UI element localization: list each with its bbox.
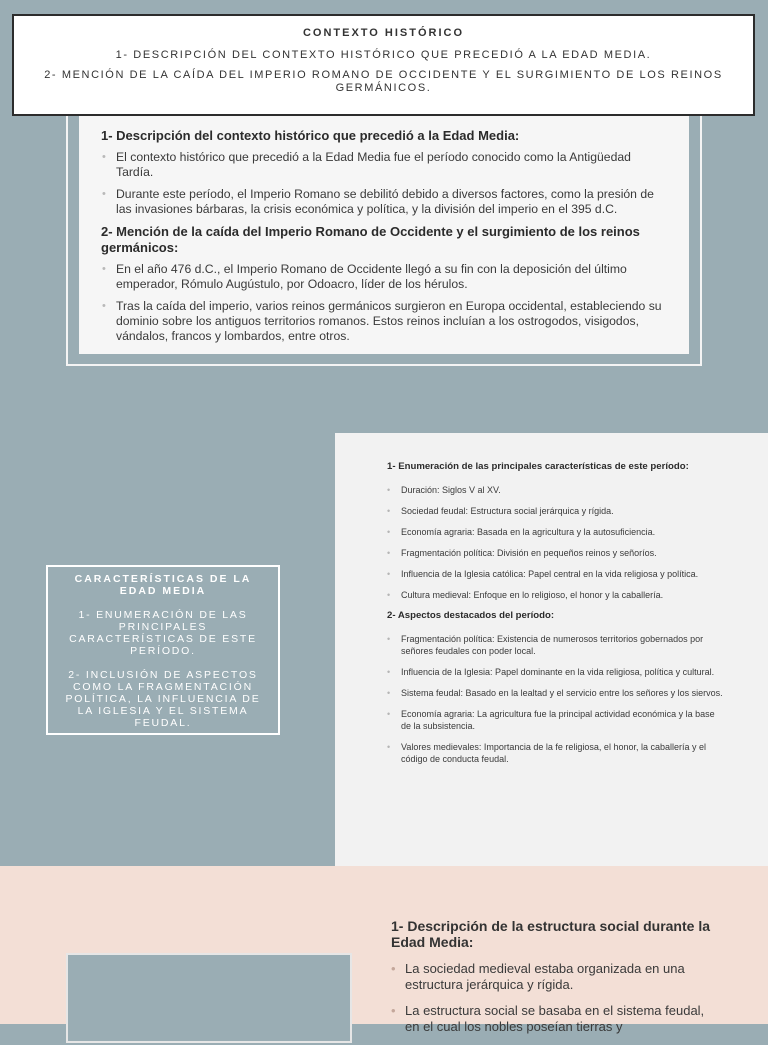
list-item: • Tras la caída del imperio, varios reinos germánicos surgieron en Europa occidental, estableciendo su dominio sobre los antiguos territorios romanos. Estos reinos incluían a los ostrogodos, visigodos, vándalos, francos y lombardos, entre otros. xyxy=(101,299,667,344)
list-item: • Fragmentación política: Existencia de numerosos territorios gobernados por señores feudales con poder local. xyxy=(387,633,726,657)
slide2-title-box xyxy=(46,565,280,735)
slide2-subtitle-1: 1- ENUMERACIÓN DE LAS PRINCIPALES CARACTERÍSTICAS DE ESTE PERÍODO. xyxy=(69,609,257,657)
slide2-list-2 xyxy=(387,633,726,765)
list-item: • Economía agraria: La agricultura fue la principal actividad económica y la base de la subsistencia. xyxy=(387,708,726,732)
slide2-list-1 xyxy=(387,484,726,601)
slide3-title-box xyxy=(66,953,352,1043)
slide1-heading-2: 2- Mención de la caída del Imperio Romano de Occidente y el surgimiento de los reinos germánicos: xyxy=(101,224,640,255)
list-item: • Valores medievales: Importancia de la fe religiosa, el honor, la caballería y el código de conducta feudal. xyxy=(387,741,726,765)
slide2-title: CARACTERÍSTICAS DE LA EDAD MEDIA xyxy=(74,573,252,597)
list-item: • En el año 476 d.C., el Imperio Romano de Occidente llegó a su fin con la deposición del último emperador, Rómulo Augústulo, por Odoacro, líder de los hérulos. xyxy=(101,262,667,292)
list-item: • Fragmentación política: División en pequeños reinos y señoríos. xyxy=(387,547,726,559)
slide1-subtitle-2: 2- MENCIÓN DE LA CAÍDA DEL IMPERIO ROMANO DE OCCIDENTE Y EL SURGIMIENTO DE LOS REINOS GERMÁNICOS. xyxy=(44,69,723,94)
slide1-list-2 xyxy=(101,262,667,344)
slide1-list-1 xyxy=(101,150,667,217)
list-item: • Sistema feudal: Basado en la lealtad y el servicio entre los señores y los siervos. xyxy=(387,687,726,699)
list-item: • Influencia de la Iglesia católica: Papel central en la vida religiosa y política. xyxy=(387,568,726,580)
list-item: • Duración: Siglos V al XV. xyxy=(387,484,726,496)
slide2-heading-1: 1- Enumeración de las principales características de este período: xyxy=(387,461,689,472)
list-item: • Cultura medieval: Enfoque en lo religioso, el honor y la caballería. xyxy=(387,589,726,601)
slide2-heading-2: 2- Aspectos destacados del período: xyxy=(387,610,555,621)
slide3-heading-1: 1- Descripción de la estructura social durante la Edad Media: xyxy=(391,918,710,950)
slide3-content xyxy=(391,918,721,1045)
list-item: • La sociedad medieval estaba organizada en una estructura jerárquica y rígida. xyxy=(391,961,721,993)
slide2-subtitle-2: 2- INCLUSIÓN DE ASPECTOS COMO LA FRAGMENTACIÓN POLÍTICA, LA INFLUENCIA DE LA IGLESIA Y EL SISTEMA FEUDAL. xyxy=(65,669,261,729)
slide1-content-panel xyxy=(79,108,689,354)
slide1-title-box xyxy=(12,14,755,116)
list-item: • La estructura social se basaba en el sistema feudal, en el cual los nobles poseían tierras y xyxy=(391,1003,721,1035)
slide2-content-panel xyxy=(335,433,768,866)
list-item: • Durante este período, el Imperio Romano se debilitó debido a diversos factores, como la presión de las invasiones bárbaras, la crisis económica y política, y la división del imperio en el 395 d.C. xyxy=(101,187,667,217)
list-item: • Influencia de la Iglesia: Papel dominante en la vida religiosa, política y cultural. xyxy=(387,666,726,678)
list-item: • Sociedad feudal: Estructura social jerárquica y rígida. xyxy=(387,505,726,517)
slide1-title: CONTEXTO HISTÓRICO xyxy=(302,27,465,39)
list-item: • Economía agraria: Basada en la agricultura y la autosuficiencia. xyxy=(387,526,726,538)
slide1-heading-1: 1- Descripción del contexto histórico que precedió a la Edad Media: xyxy=(101,128,520,143)
slide1-subtitle-1: 1- DESCRIPCIÓN DEL CONTEXTO HISTÓRICO QUE PRECEDIÓ A LA EDAD MEDIA. xyxy=(115,49,652,61)
list-item: • El contexto histórico que precedió a la Edad Media fue el período conocido como la Antigüedad Tardía. xyxy=(101,150,667,180)
